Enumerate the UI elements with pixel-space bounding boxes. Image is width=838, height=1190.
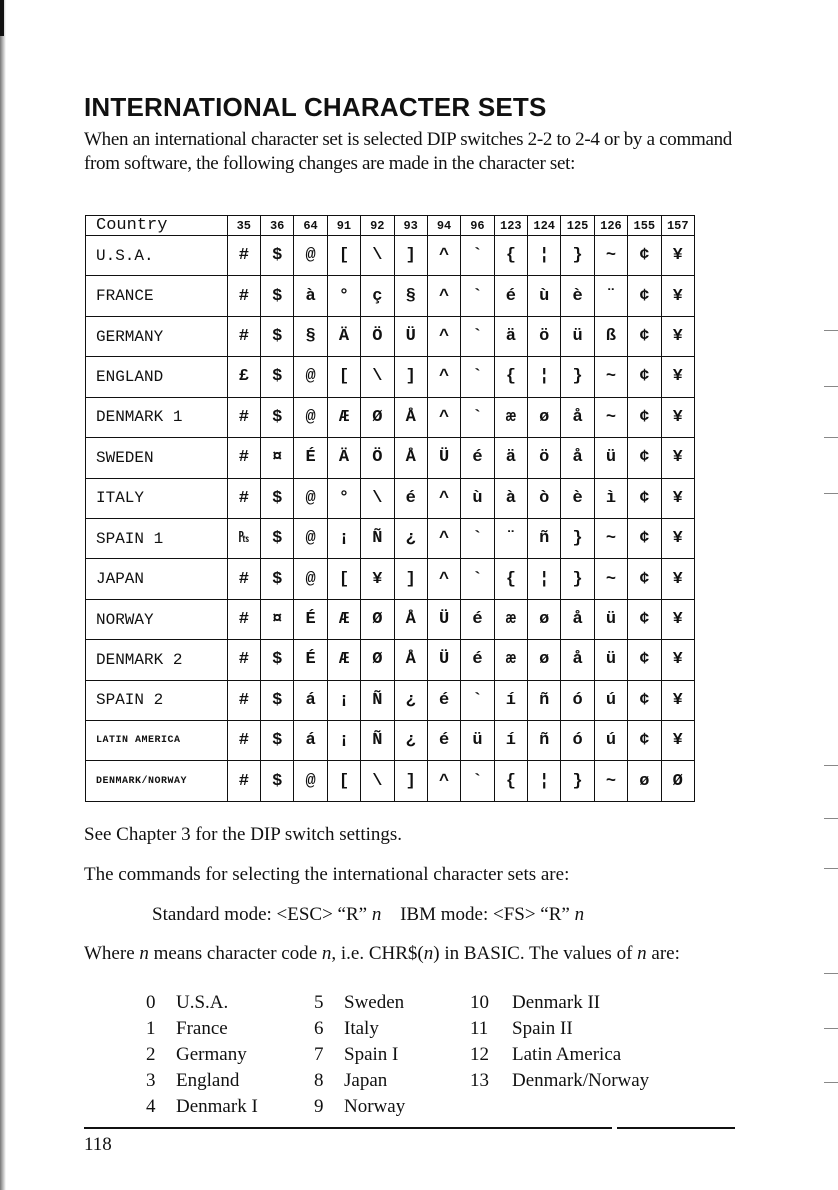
- character-cell: {: [494, 236, 527, 276]
- character-cell: Å: [394, 397, 427, 437]
- character-cell: #: [227, 438, 260, 478]
- character-cell: É: [294, 640, 327, 680]
- character-cell: £: [227, 357, 260, 397]
- character-cell: ø: [528, 599, 561, 639]
- binding-mark: [0, 0, 4, 36]
- character-cell: ¥: [661, 721, 695, 761]
- character-cell: Ñ: [361, 721, 394, 761]
- n-variable: n: [423, 943, 434, 964]
- character-cell: ¢: [628, 236, 661, 276]
- character-cell: ä: [494, 316, 527, 356]
- margin-tick: [824, 1028, 838, 1029]
- character-cell: §: [294, 316, 327, 356]
- character-cell: ¿: [394, 721, 427, 761]
- character-cell: §: [394, 276, 427, 316]
- character-cell: ^: [427, 761, 460, 802]
- n-value-item: 3 England: [146, 1070, 240, 1091]
- country-cell: ENGLAND: [86, 357, 228, 397]
- where-text: Where: [84, 943, 135, 964]
- character-cell: {: [494, 559, 527, 599]
- character-cell: \: [361, 357, 394, 397]
- character-cell: ¿: [394, 680, 427, 720]
- character-cell: ]: [394, 761, 427, 802]
- character-cell: ò: [528, 478, 561, 518]
- character-cell: í: [494, 680, 527, 720]
- character-cell: #: [227, 397, 260, 437]
- character-cell: Ü: [427, 599, 460, 639]
- table-row: [86, 518, 695, 558]
- character-cell: ñ: [528, 721, 561, 761]
- table-row: [86, 438, 695, 478]
- character-cell: ₧: [227, 518, 260, 558]
- table-row: [86, 478, 695, 518]
- where-text: means character code: [153, 943, 318, 964]
- character-cell: ù: [461, 478, 494, 518]
- character-cell: á: [294, 721, 327, 761]
- character-cell: ¢: [628, 680, 661, 720]
- character-cell: ¡: [327, 680, 360, 720]
- country-cell: DENMARK 1: [86, 397, 228, 437]
- character-cell: ¨: [494, 518, 527, 558]
- character-cell: ü: [461, 721, 494, 761]
- table-body: [86, 236, 695, 802]
- code-column-header: 92: [361, 216, 394, 236]
- character-cell: ü: [561, 316, 594, 356]
- character-cell: ¢: [628, 478, 661, 518]
- character-cell: ¥: [661, 559, 695, 599]
- character-cell: ì: [594, 478, 627, 518]
- country-cell: GERMANY: [86, 316, 228, 356]
- character-cell: é: [427, 721, 460, 761]
- character-cell: @: [294, 559, 327, 599]
- character-cell: å: [561, 397, 594, 437]
- character-cell: ç: [361, 276, 394, 316]
- footer-rule: [617, 1127, 735, 1129]
- character-cell: @: [294, 761, 327, 802]
- character-cell: ]: [394, 559, 427, 599]
- n-value-item: 5 Sweden: [314, 992, 405, 1013]
- character-cell: Ä: [327, 438, 360, 478]
- character-cell: ¨: [594, 276, 627, 316]
- character-cell: ¥: [661, 478, 695, 518]
- character-cell: ö: [528, 438, 561, 478]
- character-cell: ä: [494, 438, 527, 478]
- n-values-column: [146, 990, 258, 1120]
- character-cell: ¤: [261, 599, 294, 639]
- character-cell: ¥: [361, 559, 394, 599]
- character-cell: á: [294, 680, 327, 720]
- table-row: [86, 357, 695, 397]
- code-column-header: 36: [261, 216, 294, 236]
- character-cell: $: [261, 640, 294, 680]
- character-cell: ¦: [528, 357, 561, 397]
- table-row: [86, 397, 695, 437]
- code-column-header: 91: [327, 216, 360, 236]
- character-cell: $: [261, 478, 294, 518]
- code-column-header: 126: [594, 216, 627, 236]
- code-column-header: 35: [227, 216, 260, 236]
- character-cell: Ø: [661, 761, 695, 802]
- table-row: [86, 640, 695, 680]
- character-cell: ]: [394, 357, 427, 397]
- character-cell: Ü: [427, 640, 460, 680]
- character-cell: é: [394, 478, 427, 518]
- commands-intro: The commands for selecting the international character sets are:: [84, 864, 570, 885]
- character-cell: #: [227, 640, 260, 680]
- character-cell: {: [494, 761, 527, 802]
- where-paragraph: [84, 942, 744, 966]
- character-cell: {: [494, 357, 527, 397]
- ibm-mode-label: IBM mode: <FS> “R”: [400, 904, 570, 925]
- character-cell: ¢: [628, 316, 661, 356]
- n-variable: n: [637, 943, 647, 964]
- character-cell: ü: [594, 599, 627, 639]
- character-cell: ]: [394, 236, 427, 276]
- country-cell: FRANCE: [86, 276, 228, 316]
- table-row: [86, 559, 695, 599]
- character-cell: #: [227, 316, 260, 356]
- character-cell: Ñ: [361, 680, 394, 720]
- n-values-column: [314, 990, 405, 1120]
- character-cell: Ö: [361, 316, 394, 356]
- code-column-header: 124: [528, 216, 561, 236]
- n-value-item: 1 France: [146, 1018, 228, 1039]
- table-row: [86, 276, 695, 316]
- character-cell: ú: [594, 721, 627, 761]
- code-column-header: 125: [561, 216, 594, 236]
- page-number: 118: [84, 1134, 112, 1155]
- character-cell: à: [294, 276, 327, 316]
- n-variable: n: [321, 943, 332, 964]
- margin-tick: [824, 437, 838, 438]
- character-cell: ^: [427, 357, 460, 397]
- character-cell: æ: [494, 640, 527, 680]
- code-column-header: 155: [628, 216, 661, 236]
- standard-mode-label: Standard mode: <ESC> “R”: [152, 904, 368, 925]
- character-cell: ø: [628, 761, 661, 802]
- character-cell: ¥: [661, 236, 695, 276]
- character-cell: #: [227, 721, 260, 761]
- character-cell: ö: [528, 316, 561, 356]
- character-cell: Æ: [327, 640, 360, 680]
- character-cell: é: [427, 680, 460, 720]
- character-cell: ¢: [628, 276, 661, 316]
- character-cell: `: [461, 518, 494, 558]
- n-variable: n: [139, 943, 149, 964]
- character-cell: ^: [427, 236, 460, 276]
- character-cell: $: [261, 680, 294, 720]
- character-cell: \: [361, 236, 394, 276]
- character-cell: ~: [594, 357, 627, 397]
- page-title: INTERNATIONAL CHARACTER SETS: [84, 92, 547, 122]
- page-binding-edge: [0, 0, 6, 1190]
- character-cell: @: [294, 478, 327, 518]
- margin-tick: [824, 765, 838, 766]
- character-cell: @: [294, 397, 327, 437]
- character-cell: #: [227, 599, 260, 639]
- character-cell: $: [261, 357, 294, 397]
- n-value-item: 12 Latin America: [470, 1044, 622, 1065]
- character-cell: [: [327, 236, 360, 276]
- character-cell: }: [561, 559, 594, 599]
- character-cell: ¤: [261, 438, 294, 478]
- n-value-item: 10 Denmark II: [470, 992, 601, 1013]
- character-cell: ¢: [628, 438, 661, 478]
- character-cell: ß: [594, 316, 627, 356]
- n-value-item: 8 Japan: [314, 1070, 388, 1091]
- character-cell: }: [561, 236, 594, 276]
- character-cell: #: [227, 680, 260, 720]
- where-text: are:: [651, 943, 680, 964]
- character-cell: ¢: [628, 397, 661, 437]
- character-cell: å: [561, 438, 594, 478]
- character-cell: `: [461, 357, 494, 397]
- character-cell: ¢: [628, 559, 661, 599]
- character-cell: ^: [427, 518, 460, 558]
- character-cell: ¢: [628, 640, 661, 680]
- table-row: [86, 236, 695, 276]
- character-cell: É: [294, 438, 327, 478]
- character-cell: é: [461, 640, 494, 680]
- country-cell: U.S.A.: [86, 236, 228, 276]
- code-column-header: 94: [427, 216, 460, 236]
- character-cell: è: [561, 276, 594, 316]
- character-cell: Å: [394, 599, 427, 639]
- table-row: [86, 680, 695, 720]
- character-cell: ø: [528, 397, 561, 437]
- n-value-item: 6 Italy: [314, 1018, 379, 1039]
- n-value-item: 2 Germany: [146, 1044, 247, 1065]
- character-cell: ü: [594, 438, 627, 478]
- character-cell: `: [461, 316, 494, 356]
- character-cell: ~: [594, 559, 627, 599]
- n-values-column: [470, 990, 649, 1094]
- code-column-header: 93: [394, 216, 427, 236]
- character-cell: ú: [594, 680, 627, 720]
- country-cell: NORWAY: [86, 599, 228, 639]
- country-cell: SPAIN 1: [86, 518, 228, 558]
- character-cell: $: [261, 761, 294, 802]
- character-cell: ¥: [661, 357, 695, 397]
- character-cell: é: [494, 276, 527, 316]
- character-cell: Ü: [394, 316, 427, 356]
- character-cell: @: [294, 236, 327, 276]
- character-cell: è: [561, 478, 594, 518]
- country-cell: DENMARK/NORWAY: [86, 761, 228, 802]
- character-cell: ñ: [528, 680, 561, 720]
- mode-commands: [152, 904, 584, 926]
- margin-tick: [824, 973, 838, 974]
- character-cell: ü: [594, 640, 627, 680]
- character-cell: $: [261, 518, 294, 558]
- character-cell: é: [461, 599, 494, 639]
- character-cell: ^: [427, 276, 460, 316]
- character-cell: #: [227, 559, 260, 599]
- character-cell: #: [227, 276, 260, 316]
- character-cell: ù: [528, 276, 561, 316]
- character-cell: ^: [427, 316, 460, 356]
- character-cell: ^: [427, 478, 460, 518]
- code-column-header: 64: [294, 216, 327, 236]
- character-cell: $: [261, 316, 294, 356]
- n-value-item: 4 Denmark I: [146, 1096, 258, 1117]
- character-cell: #: [227, 761, 260, 802]
- character-cell: ó: [561, 721, 594, 761]
- dip-switch-note: See Chapter 3 for the DIP switch settings.: [84, 824, 403, 845]
- character-cell: ¦: [528, 236, 561, 276]
- table-row: [86, 316, 695, 356]
- character-cell: ~: [594, 236, 627, 276]
- character-cell: $: [261, 397, 294, 437]
- character-cell: $: [261, 721, 294, 761]
- character-cell: `: [461, 236, 494, 276]
- character-cell: `: [461, 276, 494, 316]
- character-cell: é: [461, 438, 494, 478]
- character-cell: ~: [594, 518, 627, 558]
- character-cell: Ø: [361, 397, 394, 437]
- character-cell: ¢: [628, 599, 661, 639]
- character-cell: Å: [394, 438, 427, 478]
- character-cell: Ñ: [361, 518, 394, 558]
- character-cell: Ü: [427, 438, 460, 478]
- character-cell: $: [261, 276, 294, 316]
- margin-tick: [824, 1082, 838, 1083]
- character-cell: [: [327, 559, 360, 599]
- character-cell: @: [294, 518, 327, 558]
- character-cell: ¢: [628, 721, 661, 761]
- code-column-header: 96: [461, 216, 494, 236]
- code-column-header: 123: [494, 216, 527, 236]
- character-cell: [: [327, 357, 360, 397]
- n-value-item: 13 Denmark/Norway: [470, 1070, 650, 1091]
- character-cell: ¥: [661, 438, 695, 478]
- n-value-item: 7 Spain I: [314, 1044, 399, 1065]
- intro-paragraph: When an international character set is selected DIP switches 2-2 to 2-4 or by a command from software, the following changes are made in the character set:: [84, 129, 732, 174]
- n-values-list: [146, 990, 706, 1120]
- character-cell: Ö: [361, 438, 394, 478]
- character-cell: ~: [594, 761, 627, 802]
- table-row: [86, 721, 695, 761]
- character-cell: ¦: [528, 559, 561, 599]
- character-cell: ¢: [628, 357, 661, 397]
- character-cell: $: [261, 236, 294, 276]
- table-row: [86, 761, 695, 802]
- character-cell: Ä: [327, 316, 360, 356]
- character-cell: ñ: [528, 518, 561, 558]
- character-cell: Å: [394, 640, 427, 680]
- character-cell: @: [294, 357, 327, 397]
- character-cell: ¥: [661, 599, 695, 639]
- country-cell: DENMARK 2: [86, 640, 228, 680]
- character-cell: °: [327, 276, 360, 316]
- character-cell: [: [327, 761, 360, 802]
- character-cell: æ: [494, 397, 527, 437]
- margin-tick: [824, 493, 838, 494]
- character-cell: ¥: [661, 316, 695, 356]
- footer-rule: [84, 1127, 612, 1129]
- character-cell: É: [294, 599, 327, 639]
- character-set-table: [85, 215, 695, 802]
- character-cell: ø: [528, 640, 561, 680]
- country-cell: SPAIN 2: [86, 680, 228, 720]
- character-cell: ^: [427, 397, 460, 437]
- character-cell: `: [461, 559, 494, 599]
- character-cell: `: [461, 397, 494, 437]
- country-cell: ITALY: [86, 478, 228, 518]
- character-cell: å: [561, 640, 594, 680]
- character-cell: ¿: [394, 518, 427, 558]
- character-cell: #: [227, 236, 260, 276]
- character-cell: ¥: [661, 397, 695, 437]
- character-cell: ¦: [528, 761, 561, 802]
- character-cell: Æ: [327, 599, 360, 639]
- character-cell: }: [561, 761, 594, 802]
- margin-tick: [824, 330, 838, 331]
- character-cell: æ: [494, 599, 527, 639]
- country-column-header: Country: [86, 216, 228, 236]
- character-cell: #: [227, 478, 260, 518]
- character-cell: ¥: [661, 640, 695, 680]
- where-text: ) in BASIC. The values of: [433, 943, 633, 964]
- character-cell: ¥: [661, 276, 695, 316]
- character-cell: °: [327, 478, 360, 518]
- margin-tick: [824, 386, 838, 387]
- character-cell: Ø: [361, 599, 394, 639]
- code-column-header: 157: [661, 216, 695, 236]
- table-header-row: [86, 216, 695, 236]
- character-cell: à: [494, 478, 527, 518]
- character-cell: ~: [594, 397, 627, 437]
- character-cell: ¢: [628, 518, 661, 558]
- character-cell: ^: [427, 559, 460, 599]
- where-text: , i.e. CHR$(: [331, 943, 424, 964]
- country-cell: JAPAN: [86, 559, 228, 599]
- character-cell: ¥: [661, 680, 695, 720]
- character-cell: å: [561, 599, 594, 639]
- character-cell: Æ: [327, 397, 360, 437]
- character-cell: ¡: [327, 518, 360, 558]
- ibm-mode-n: n: [574, 904, 585, 925]
- character-cell: $: [261, 559, 294, 599]
- n-value-item: 9 Norway: [314, 1096, 406, 1117]
- n-value-item: 11 Spain II: [470, 1018, 573, 1039]
- character-cell: ¡: [327, 721, 360, 761]
- character-cell: }: [561, 518, 594, 558]
- country-cell: LATIN AMERICA: [86, 721, 228, 761]
- character-cell: ó: [561, 680, 594, 720]
- standard-mode-n: n: [371, 904, 382, 925]
- character-cell: ¥: [661, 518, 695, 558]
- character-cell: `: [461, 680, 494, 720]
- character-cell: \: [361, 761, 394, 802]
- n-value-item: 0 U.S.A.: [146, 992, 229, 1013]
- table-row: [86, 599, 695, 639]
- character-cell: Ø: [361, 640, 394, 680]
- character-cell: í: [494, 721, 527, 761]
- character-cell: }: [561, 357, 594, 397]
- country-cell: SWEDEN: [86, 438, 228, 478]
- character-cell: \: [361, 478, 394, 518]
- character-cell: `: [461, 761, 494, 802]
- margin-tick: [824, 818, 838, 819]
- margin-tick: [824, 868, 838, 869]
